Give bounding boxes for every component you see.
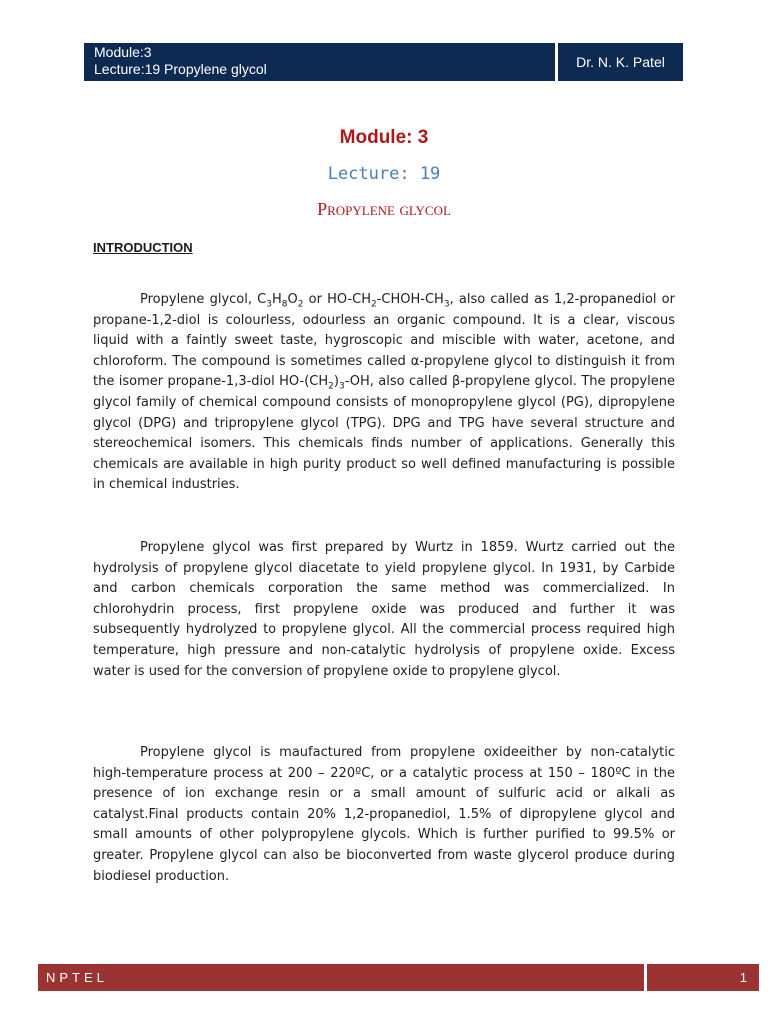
p1-text-a: Propylene glycol, C (140, 292, 267, 307)
header-lecture: Lecture:19 Propylene glycol (94, 61, 267, 77)
lecture-title: Lecture: 19 (327, 164, 441, 184)
paragraph-3: Propylene glycol is maufactured from propylene oxideeither by non-catalytic high-temperature process at 200 – 220ºC, or a catalytic process at 150 – 180ºC in the presence of ion exchange resin or a small amount of sulfuric acid or alkali as catalyst.Final products contain 20% 1,2-propanediol, 1.5% of dipropylene glycol and small amounts of other polypropylene glycols. Which is further purified to 99.5% or greater. Propylene glycol can also be bioconverted from waste glycerol produce during biodiesel production. (93, 745, 675, 884)
p1-sub: 3 (338, 381, 345, 392)
p1-text-b: H (271, 292, 282, 307)
page-number: 1 (647, 964, 759, 991)
p1-text-h: -OH, also called β-propylene glycol. The propylene glycol family of chemical compound consists of monopropylene glycol (PG), dipropylene glycol (DPG) and tripropylene glycol (TPG). DPG and TPG have several structure and stereochemical isomers. This chemicals finds number of applications. Generally this chemicals are available in high purity product so well defined manufacturing is possible in chemical industries. (93, 374, 675, 493)
p1-text-g: ) (333, 374, 339, 390)
header-module: Module:3 (94, 44, 152, 60)
p1-sub: 3 (443, 299, 450, 310)
p1-sub: 8 (281, 299, 288, 310)
header-author: Dr. N. K. Patel (558, 43, 683, 81)
introduction-heading: INTRODUCTION (93, 240, 193, 255)
p1-text-e: -CHOH-CH (376, 292, 444, 307)
paragraph-1 (93, 290, 675, 496)
p1-sub: 2 (328, 381, 334, 392)
p1-text-d: or HO-CH (303, 292, 371, 307)
topic-title: Propylene glycol (317, 199, 451, 219)
module-title: Module: 3 (339, 127, 429, 148)
p1-sub: 2 (371, 299, 377, 310)
page-header (84, 43, 683, 81)
header-module-box (84, 43, 555, 81)
footer-label: NPTEL (38, 964, 644, 991)
p1-sub: 2 (297, 299, 304, 310)
p1-sub: 3 (266, 299, 272, 310)
p1-text-f: , also called as 1,2-propanediol or propane-1,2-diol is colourless, odourless an organic compound. It is a clear, viscous liquid with a faintly sweet taste, hygroscopic and miscible with water, acetone, and chloroform. The compound is sometimes called α-propylene glycol to distinguish it from the isomer propane-1,3-diol HO-(CH (93, 292, 675, 390)
page-footer (38, 964, 759, 991)
p1-text-c: O (287, 292, 298, 307)
paragraph-2: Propylene glycol was first prepared by Wurtz in 1859. Wurtz carried out the hydrolysis of propylene glycol diacetate to yield propylene glycol. In 1931, by Carbide and carbon chemicals corporation the same method was commercialized. In chlorohydrin process, first propylene oxide was produced and further it was subsequently hydrolyzed to propylene glycol. All the commercial process required high temperature, high pressure and non-catalytic hydrolysis of propylene oxide. Excess water is used for the conversion of propylene oxide to propylene glycol. (93, 540, 675, 679)
